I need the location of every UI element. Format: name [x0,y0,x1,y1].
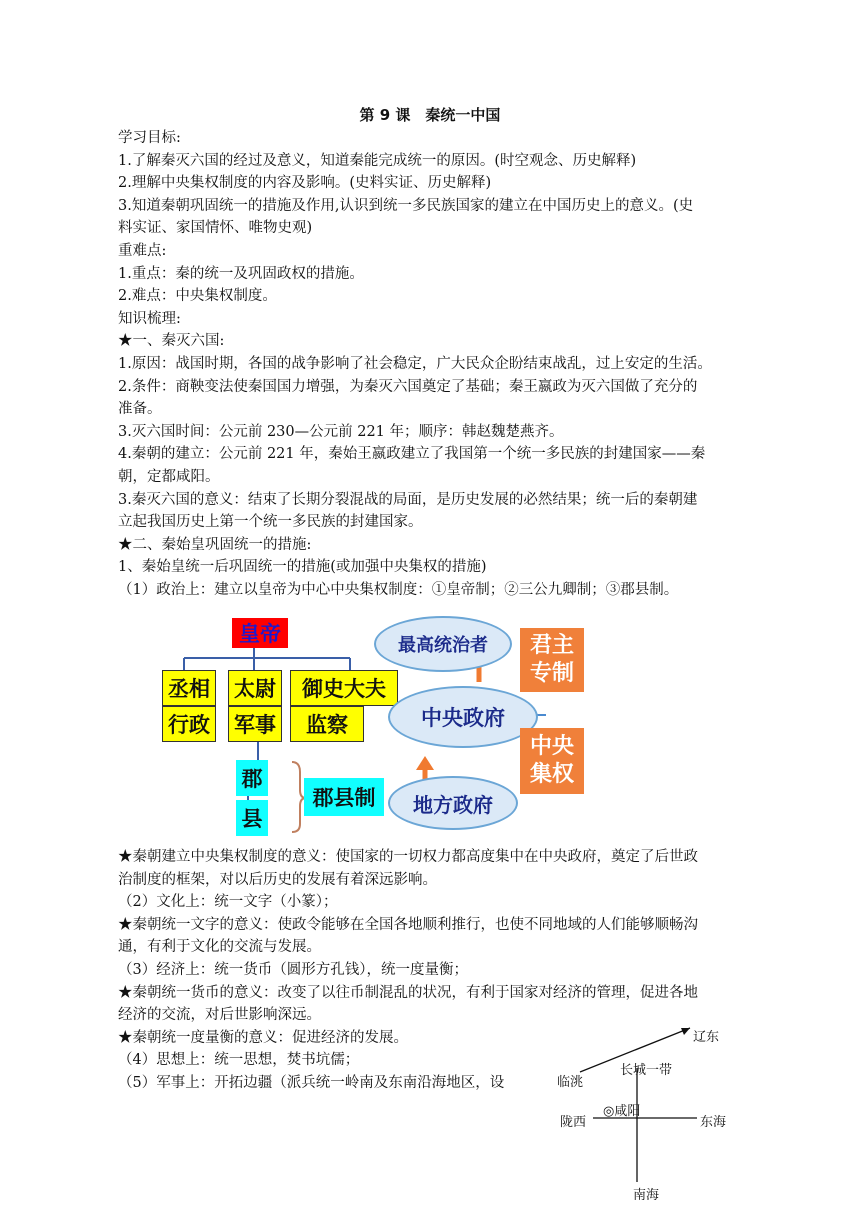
imperial-censor-box: 御史大夫 [290,670,398,706]
text-line: 3.灭六国时间：公元前 230—公元前 221 年；顺序：韩赵魏楚燕齐。 [118,423,564,440]
text-line: 料实证、家国情怀、唯物史观) [118,220,313,237]
top-ruler-oval: 最高统治者 [374,616,512,672]
text-line: 3.知道秦朝巩固统一的措施及作用,认识到统一多民族国家的建立在中国历史上的意义。(史 [118,197,694,214]
text-line: 朝，定都咸阳。 [118,469,220,485]
text-line: 1.原因：战国时期，各国的战争影响了社会稳定，广大民众企盼结束战乱，过上安定的生活。 [118,356,712,372]
lintao-label: 临洮 [557,1075,584,1090]
text-line: 4.秦朝的建立：公元前 221 年，秦始王嬴政建立了我国第一个统一多民族的封建国家——秦 [118,446,706,463]
centralization-box: 中央集权 [520,728,584,794]
text-line: ★秦朝统一文字的意义：使政令能够在全国各地顺利推行，也使不同地域的人们能够顺畅沟 [118,916,698,933]
text-line: 2.理解中央集权制度的内容及影响。(史料实证、历史解释) [118,175,492,192]
text-line: 学习目标: [118,130,181,146]
text-line: ★一、秦灭六国: [118,333,225,350]
text-line: （2）文化上：统一文字（小篆）； [118,894,338,911]
chancellor-box: 丞相 [162,670,216,706]
grand-commandant-box: 太尉 [228,670,282,706]
great-wall-label: 长城一带 [620,1063,673,1078]
text-line: 1.了解秦灭六国的经过及意义，知道秦能完成统一的原因。(时空观念、历史解释) [118,152,637,169]
text-line: （5）军事上：开拓边疆（派兵统一岭南及东南沿海地区，设 [118,1075,505,1091]
liaodong-label: 辽东 [693,1030,720,1045]
administration-box: 行政 [162,706,216,742]
local-gov-oval: 地方政府 [388,776,518,830]
junxian-system-box: 郡县制 [304,778,384,816]
page-title: 第 9 课 秦统一中国 [359,106,501,124]
text-line: 治制度的框架，对以后历史的发展有着深远影响。 [118,871,437,888]
text-line: 1、秦始皇统一后巩固统一的措施(或加强中央集权的措施) [118,559,487,576]
text-line: ★秦朝建立中央集权制度的意义：使国家的一切权力都高度集中在中央政府，奠定了后世政 [118,849,698,865]
text-line: 立起我国历史上第一个统一多民族的封建国家。 [118,514,423,531]
supervision-box: 监察 [290,706,364,742]
longxi-label: 陇西 [560,1115,587,1130]
nanhai-label: 南海 [633,1188,660,1203]
donghai-label: 东海 [700,1115,727,1130]
county-box: 县 [236,800,268,836]
text-line: 2.条件：商鞅变法使秦国国力增强，为秦灭六国奠定了基础；秦王嬴政为灭六国做了充分的 [118,378,698,395]
monarchy-box: 君主专制 [520,628,584,692]
text-line: 经济的交流，对后世影响深远。 [118,1007,321,1024]
central-gov-oval: 中央政府 [388,686,538,748]
text-line: ★秦朝统一货币的意义：改变了以往币制混乱的状况，有利于国家对经济的管理，促进各地 [118,984,698,1001]
text-line: 2.难点：中央集权制度。 [118,288,277,305]
text-line: ★二、秦始皇巩固统一的措施: [118,536,312,553]
military-box: 军事 [228,706,282,742]
text-line: （3）经济上：统一货币（圆形方孔钱），统一度量衡； [118,962,468,978]
text-line: ★秦朝统一度量衡的意义：促进经济的发展。 [118,1029,408,1046]
text-line: （1）政治上：建立以皇帝为中心中央集权制度：①皇帝制；②三公九卿制；③郡县制。 [118,582,679,598]
political-structure-diagram [150,612,710,837]
commandery-box: 郡 [236,760,268,796]
xianyang-label: ◎咸阳 [603,1104,641,1119]
text-line: 1.重点：秦的统一及巩固政权的措施。 [118,265,364,282]
text-line: （4）思想上：统一思想，焚书坑儒； [118,1052,360,1069]
text-line: 准备。 [118,401,162,418]
text-line: 通，有利于文化的交流与发展。 [118,939,321,956]
text-line: 知识梳理: [118,310,181,327]
text-line: 重难点: [118,243,167,259]
territory-map-sketch [555,1020,755,1210]
text-line: 3.秦灭六国的意义：结束了长期分裂混战的局面，是历史发展的必然结果；统一后的秦朝建 [118,491,698,508]
emperor-box: 皇帝 [232,618,288,648]
